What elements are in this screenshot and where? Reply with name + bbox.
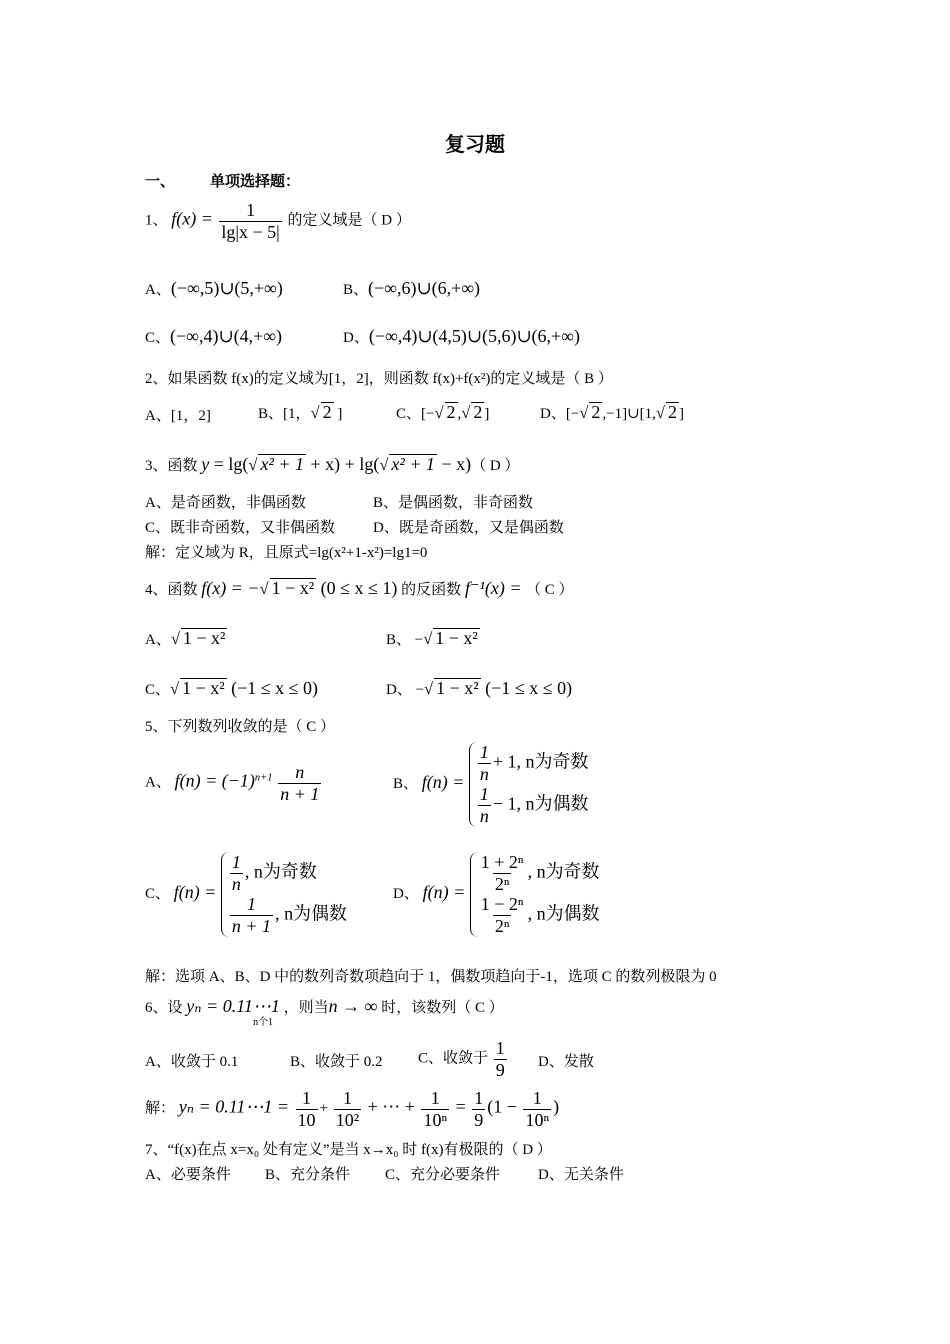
q4-option-a: A、√ 1 − x² — [145, 628, 226, 648]
q7-option-a: A、必要条件 — [145, 1167, 231, 1183]
q1-number: 1、 — [145, 212, 168, 229]
q2-option-a: A、[1，2] — [145, 408, 211, 424]
question-2: 2、如果函数 f(x)的定义域为[1，2]，则函数 f(x)+f(x²)的定义域是（ B ） — [145, 371, 613, 387]
q5-d-brace: $\frac{\text{1 + 2ⁿ}}{\text{2ⁿ}}$ , n为奇数 $\frac{\text{1 − 2ⁿ}}{\text{2ⁿ}}$ , n为偶数 — [470, 852, 600, 937]
q7-option-c: C、充分必要条件 — [385, 1167, 501, 1183]
q2-option-d: D、[−√ 2 ,−1]∪[1,√ 2 ] — [540, 402, 684, 422]
q1-option-c: C、(−∞,4)∪(4,+∞) — [145, 326, 283, 346]
question-5: 5、下列数列收敛的是（ C ） — [145, 719, 336, 735]
q4-option-c: C、√ 1 − x² (−1 ≤ x ≤ 0) — [145, 678, 319, 698]
q3-option-b: B、是偶函数，非奇函数 — [373, 495, 534, 511]
q4-option-d: D、 −√ 1 − x² (−1 ≤ x ≤ 0) — [386, 678, 573, 698]
q1-option-a: A、(−∞,5)∪(5,+∞) — [145, 278, 283, 298]
q6-option-a: A、收敛于 0.1 — [145, 1054, 239, 1070]
q1-option-b: B、(−∞,6)∪(6,+∞) — [343, 278, 481, 298]
q3-option-c: C、既非奇函数，又非偶函数 — [145, 520, 336, 536]
question-4: 4、函数 f(x) = −√ 1 − x² (0 ≤ x ≤ 1) 的反函数 f⁻¹(x) = （ C ） — [145, 578, 574, 598]
q3-solution: 解：定义域为 R，且原式=lg(x²+1-x²)=lg1=0 — [145, 545, 428, 561]
page-title: 复习题 — [445, 134, 505, 156]
q7-option-d: D、无关条件 — [538, 1167, 624, 1183]
q6-option-d: D、发散 — [538, 1054, 594, 1070]
question-1 — [145, 200, 411, 242]
q3-option-d: D、既是奇函数，又是偶函数 — [373, 520, 564, 536]
q1-numerator: 1 — [246, 200, 256, 220]
q5-option-b: B、 f(n) = $\frac{1}{n}$ + 1, n为奇数 $\frac{1}{n}$ − 1, n为偶数 — [393, 742, 589, 827]
q6-option-b: B、收敛于 0.2 — [290, 1054, 383, 1070]
q3-option-a: A、是奇函数，非偶函数 — [145, 495, 306, 511]
q4-option-b: B、 −√ 1 − x² — [386, 628, 478, 648]
q1-fraction — [219, 200, 281, 242]
section-number: 一、 — [145, 174, 176, 190]
q1-option-d: D、(−∞,4)∪(4,5)∪(5,6)∪(6,+∞) — [343, 326, 581, 346]
q5-solution: 解：选项 A、B、D 中的数列奇数项趋向于 1，偶数项趋向于-1，选项 C 的数列极限为 0 — [145, 969, 717, 985]
q1-function: f(x) = — [171, 208, 218, 229]
q6-solution: 解： yₙ = 0.11⋯1 = $\frac{1}{10}$ + $\frac{1}{\text{10²}}$ + ⋯ + $\frac{1}{\text{10ⁿ}}$ = $\frac{1}{9}$ (1 − $\frac{1}{\text{10ⁿ}}$ ) — [145, 1088, 560, 1130]
section-heading: 单项选择题： — [210, 174, 301, 190]
q2-option-b: B、[1，√ 2 ] — [258, 402, 343, 422]
q2-option-c: C、[−√ 2 ,√ 2 ] — [396, 402, 490, 422]
q5-option-c: C、 f(n) = $\frac{1}{n}$ , n为奇数 $\frac{1}{n + 1}$ , n为偶数 — [145, 852, 348, 937]
q1-tail: 的定义域是（ D ） — [287, 212, 411, 229]
question-7: 7、“f(x)在点 x=x₀ 处有定义”是当 x→x₀ 时 f(x)有极限的（ D ） — [145, 1142, 552, 1158]
q5-option-a: A、 $f(n) = (-1)^{n+1}$ $\frac{n}{n + 1}$ — [145, 762, 320, 804]
question-3: 3、函数 y = lg(√ x² + 1 + x) + lg(√ x² + 1 − x)（ D ） — [145, 454, 520, 474]
q7-option-b: B、充分条件 — [265, 1167, 351, 1183]
q6-option-c: C、收敛于 $\frac{1}{9}$ — [418, 1038, 505, 1080]
q1-denominator: lg|x − 5| — [221, 221, 280, 242]
q5-option-d: D、 f(n) = $\frac{\text{1 + 2ⁿ}}{\text{2ⁿ}}$ , n为奇数 $\frac{\text{1 − 2ⁿ}}{\text{2ⁿ}}$ , n为偶数 — [393, 852, 600, 937]
question-6: 6、设 yₙ = 0.11⋯1 n个1 ，则当n → ∞ 时，该数列（ C ） — [145, 996, 504, 1028]
q5-c-brace: $\frac{1}{n}$ , n为奇数 $\frac{1}{n + 1}$ , n为偶数 — [221, 852, 347, 937]
q5-b-brace: $\frac{1}{n}$ + 1, n为奇数 $\frac{1}{n}$ − 1, n为偶数 — [469, 742, 589, 827]
